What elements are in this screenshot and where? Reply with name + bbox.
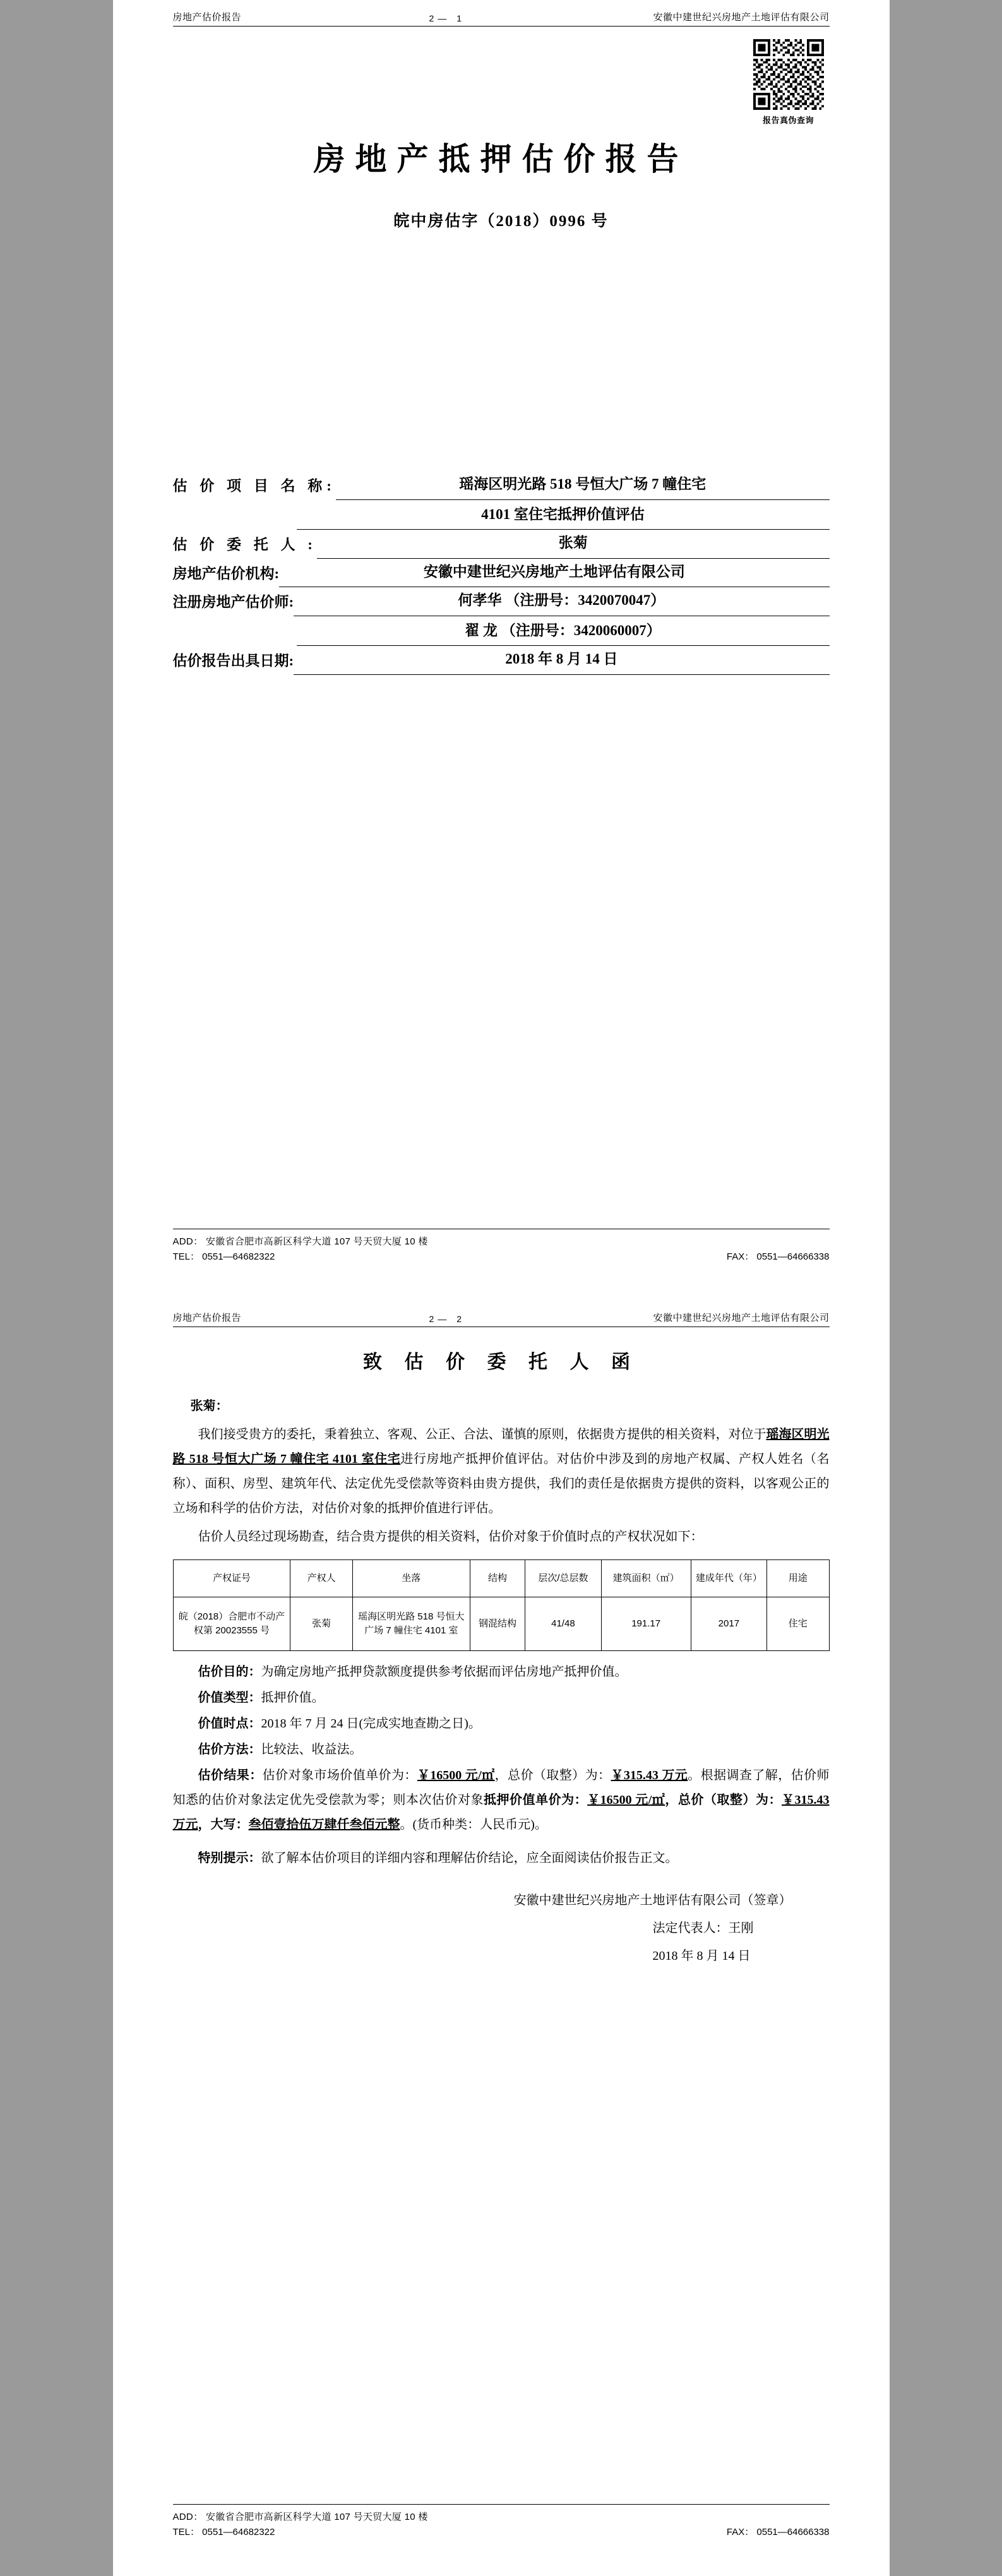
footer-fax: FAX： 0551—64666338 (726, 2527, 830, 2537)
footer-tel: TEL： 0551—64682322 (172, 2527, 275, 2537)
field-registered-appraiser (173, 587, 830, 616)
page-2 (113, 1301, 890, 2576)
item-label: 价值类型： (198, 1691, 261, 1705)
result-part-l: 。(货币种类：人民币元)。 (400, 1818, 547, 1832)
letter-paragraph-1 (173, 1422, 830, 1521)
result-part-f: 抵押价值单价为： (483, 1793, 588, 1807)
th-structure: 结构 (470, 1560, 525, 1597)
signature-company: 安徽中建世纪兴房地产土地评估有限公司（签章） (513, 1893, 792, 1907)
field-client (173, 530, 830, 559)
header-left-text: 房地产估价报告 (172, 12, 242, 23)
table-row (173, 1597, 829, 1651)
field-label: 估价报告出具日期: (172, 653, 294, 669)
item-value-date (173, 1712, 830, 1736)
field-project-name (173, 471, 830, 500)
field-appraisal-agency (173, 559, 830, 588)
th-area: 建筑面积（㎡） (601, 1560, 691, 1597)
item-label: 估价方法： (198, 1743, 261, 1756)
result-amount-in-words: 叁佰壹拾伍万肆仟叁佰元整 (248, 1818, 400, 1832)
td-area: 191.17 (601, 1597, 691, 1651)
para1-part-c: 进行房地产抵押价值评估。对估价中涉及到的房地产权属、产权人姓名（名称）、面积、房型、建筑年代、法定优先受偿款等资料由贵方提供，我们的责任是依据贵方提供的资料，以客观公正的立场和科学的估价方法，对估价对象的抵押价值进行评估。 (172, 1452, 830, 1515)
footer-address: ADD： 安徽省合肥市高新区科学大道 107 号天贸大厦 10 楼 (172, 1236, 428, 1247)
page-title: 房地产抵押估价报告 (313, 141, 689, 177)
header-page-number: 2— 2 (429, 1314, 465, 1324)
th-owner: 产权人 (290, 1560, 352, 1597)
table-header-row (173, 1560, 829, 1597)
field-value: 瑶海区明光路 518 号恒大广场 7 幢住宅 (336, 471, 830, 500)
qr-verification-block (748, 39, 830, 126)
field-value: 2018 年 8 月 14 日 (294, 646, 829, 675)
footer-contact-line (173, 2525, 830, 2538)
item-method (173, 1738, 830, 1762)
field-label: 房地产估价机构: (172, 565, 280, 581)
field-value: 何孝华 （注册号：3420070047） (294, 587, 829, 616)
signature-date: 2018 年 8 月 14 日 (652, 1949, 751, 1963)
item-label: 估价目的： (198, 1665, 261, 1679)
signature-block (173, 1887, 830, 1969)
cover-fields (173, 471, 830, 675)
field-value-continued: 翟 龙 （注册号：3420060007） (297, 617, 830, 647)
field-label: 注册房地产估价师: (172, 594, 294, 611)
footer-tel: TEL： 0551—64682322 (172, 1251, 275, 1262)
result-unit-price-mortgage: ￥16500 元/㎡ (587, 1793, 665, 1807)
item-purpose (173, 1660, 830, 1685)
field-value: 张菊 (317, 530, 830, 559)
notice-label: 特别提示： (198, 1851, 261, 1865)
footer-address: ADD： 安徽省合肥市高新区科学大道 107 号天贸大厦 10 楼 (172, 2512, 428, 2522)
td-structure: 钢混结构 (470, 1597, 525, 1651)
item-text: 比较法、收益法。 (261, 1743, 362, 1756)
td-usage: 住宅 (767, 1597, 829, 1651)
notice-text: 欲了解本估价项目的详细内容和理解估价结论，应全面阅读估价报告正文。 (261, 1851, 678, 1865)
item-text: 为确定房地产抵押贷款额度提供参考依据而评估房地产抵押价值。 (261, 1665, 628, 1679)
appraisal-items (173, 1660, 830, 1871)
para1-part-a: 我们接受贵方的委托，秉着独立、客观、公正、合法、谨慎的原则，依据贵方提供的相关资料，对位于 (198, 1428, 766, 1441)
th-usage: 用途 (767, 1560, 829, 1597)
item-value-type (173, 1686, 830, 1710)
item-text: 抵押价值。 (261, 1691, 325, 1705)
running-header-page-1 (173, 0, 830, 27)
field-label: 估 价 项 目 名 称: (172, 478, 336, 494)
result-part-h: ，总价（取整）为： (665, 1793, 782, 1807)
letter-addressee: 张菊： (190, 1399, 229, 1413)
field-issue-date (173, 646, 830, 675)
th-location: 坐落 (352, 1560, 470, 1597)
document-number: 皖中房估字（2018）0996 号 (393, 213, 609, 230)
item-label: 价值时点： (198, 1717, 261, 1731)
th-certificate-no: 产权证号 (173, 1560, 290, 1597)
field-registered-appraiser-line2 (173, 617, 830, 647)
footer-contact-line (173, 1249, 830, 1263)
th-year-built: 建成年代（年） (691, 1560, 766, 1597)
item-special-notice (173, 1846, 830, 1871)
letter-paragraph-2: 估价人员经过现场勘查，结合贵方提供的相关资料，估价对象于价值时点的产权状况如下： (198, 1530, 703, 1544)
page-footer-1 (173, 1229, 830, 1263)
result-unit-price-market: ￥16500 元/㎡ (417, 1768, 495, 1782)
header-company-name: 安徽中建世纪兴房地产土地评估有限公司 (653, 1313, 830, 1323)
field-label: 估 价 委 托 人 : (172, 537, 317, 553)
result-total-price-market: ￥315.43 万元 (611, 1768, 688, 1782)
result-part-c: ，总价（取整）为： (494, 1768, 611, 1782)
result-part-a: 估价对象市场价值单价为： (262, 1768, 417, 1782)
td-floor: 41/48 (525, 1597, 601, 1651)
th-floor: 层次/总层数 (525, 1560, 601, 1597)
signature-legal-rep: 法定代表人：王刚 (652, 1921, 754, 1935)
field-value: 安徽中建世纪兴房地产土地评估有限公司 (279, 559, 829, 588)
td-location: 瑶海区明光路 518 号恒大广场 7 幢住宅 4101 室 (352, 1597, 470, 1651)
item-text: 2018 年 7 月 24 日(完成实地查勘之日)。 (261, 1717, 481, 1731)
result-label: 估价结果： (198, 1768, 263, 1782)
page-1 (113, 0, 890, 1301)
field-value-continued: 4101 室住宅抵押价值评估 (297, 501, 830, 530)
letter-title: 致 估 价 委 托 人 函 (363, 1352, 639, 1373)
result-total-price-mortgage: ￥315.43 万元 (172, 1793, 830, 1832)
header-company-name: 安徽中建世纪兴房地产土地评估有限公司 (653, 12, 830, 23)
td-year-built: 2017 (691, 1597, 766, 1651)
result-part-j: ，大写： (198, 1818, 249, 1832)
qr-code-icon[interactable] (753, 39, 824, 110)
qr-caption: 报告真伪查询 (762, 116, 814, 125)
header-page-number: 2— 1 (429, 13, 465, 23)
result-part-e: 。根据调查了解，估价师知悉的估价对象法定优先受偿款为零；则本次估价对象 (172, 1768, 830, 1807)
property-status-table (173, 1559, 830, 1651)
header-left-text: 房地产估价报告 (172, 1313, 242, 1323)
td-owner: 张菊 (290, 1597, 352, 1651)
td-certificate-no: 皖（2018）合肥市不动产权第 20023555 号 (173, 1597, 290, 1651)
footer-fax: FAX： 0551—64666338 (726, 1251, 830, 1262)
page-footer-2 (173, 2504, 830, 2538)
running-header-page-2 (173, 1301, 830, 1327)
field-project-name-line2 (173, 501, 830, 530)
para1-property-location: 瑶海区明光路 518 号恒大广场 7 幢住宅 4101 室住宅 (172, 1428, 830, 1466)
item-result (173, 1763, 830, 1837)
